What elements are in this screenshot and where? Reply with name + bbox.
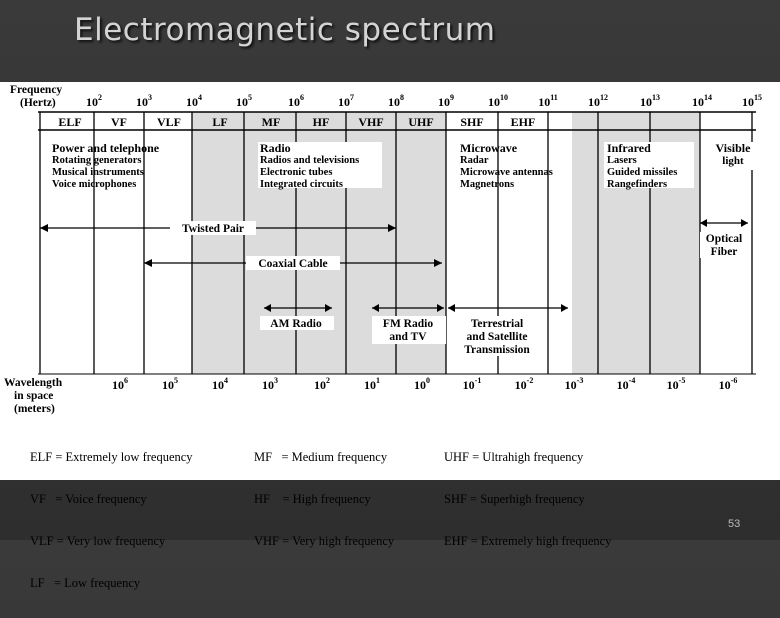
page-number: 53 [728,518,741,530]
band-label: SHF [460,115,484,129]
infrared-group [604,141,694,190]
terrestrial-label: Terrestrial [470,318,524,330]
legend-entry: VLF = Very low frequency [30,534,166,548]
optical-fiber-arrow [700,219,748,258]
frequency-tick: $10^{10}$ [488,93,508,109]
am-radio-arrow [260,304,334,330]
frequency-unit: (Hertz) [20,97,56,109]
band-label: VHF [358,115,384,129]
am-radio-label: AM Radio [270,318,322,330]
frequency-tick-labels [86,93,762,109]
radio-group [258,141,382,190]
legend-entry: HF = High frequency [254,492,371,506]
legend-column-3 [444,422,611,576]
frequency-tick: $10^{15}$ [742,93,762,109]
band-label: MF [261,115,281,129]
band-label: LF [212,115,228,129]
wavelength-tick: $10^{-4}$ [616,376,636,392]
visible-subtitle: light [722,155,744,167]
microwave-group [460,141,553,190]
radio-item: Radios and televisions [260,155,360,166]
frequency-tick: $10^3$ [136,93,152,109]
band-label: EHF [510,115,536,129]
band-label: HF [312,115,330,129]
frequency-tick: $10^2$ [86,93,102,109]
optical-fiber-label: Optical [705,233,743,245]
microwave-item: Microwave antennas [460,167,553,178]
infrared-item: Rangefinders [607,179,668,190]
frequency-tick: $10^{14}$ [692,93,712,109]
terrestrial-label-line3: Transmission [464,344,530,356]
twisted-pair-label: Twisted Pair [181,223,245,235]
radio-item: Integrated circuits [260,179,343,190]
legend-entry: VF = Voice frequency [30,492,147,506]
wavelength-tick: $10^6$ [112,376,128,392]
legend-column-2 [254,422,394,576]
band-label: ELF [58,115,82,129]
frequency-tick: $10^{13}$ [640,93,660,109]
frequency-tick: $10^6$ [288,93,304,109]
microwave-item: Magnetrons [460,179,515,190]
frequency-tick: $10^7$ [338,93,354,109]
wavelength-tick: $10^3$ [262,376,278,392]
legend-entry: MF = Medium frequency [254,450,388,464]
fm-radio-label-line2: and TV [389,331,427,343]
radio-title: Radio [260,141,291,155]
frequency-tick: $10^9$ [438,93,454,109]
wavelength-tick: $10^5$ [162,376,178,392]
wavelength-tick: $10^{-2}$ [514,376,534,392]
frequency-tick: $10^8$ [388,93,404,109]
wavelength-tick: $10^1$ [364,376,380,392]
band-label: UHF [408,115,434,129]
frequency-tick: $10^{11}$ [538,93,558,109]
coaxial-cable-label: Coaxial Cable [258,258,328,270]
frequency-tick: $10^5$ [236,93,252,109]
band-label: VF [111,115,127,129]
wavelength-label-line2: in space [14,390,54,402]
infrared-item: Guided missiles [607,167,678,178]
legend-entry: LF = Low frequency [30,576,141,590]
microwave-title: Microwave [460,141,518,155]
legend-entry: EHF = Extremely high frequency [444,534,612,548]
legend-entry: ELF = Extremely low frequency [30,450,193,464]
wavelength-tick-labels [112,376,737,392]
radio-item: Electronic tubes [260,167,333,178]
terrestrial-satellite-arrow [448,304,568,356]
legend-column-1 [30,422,193,618]
spectrum-svg [0,82,780,480]
power-item: Voice microphones [52,179,137,190]
terrestrial-label-line2: and Satellite [466,331,528,343]
microwave-item: Radar [460,155,489,166]
infrared-title: Infrared [607,141,651,155]
visible-light-group [707,141,757,170]
frequency-tick: $10^{12}$ [588,93,608,109]
wavelength-label: Wavelength [4,377,63,389]
wavelength-tick: $10^4$ [212,376,228,392]
wavelength-unit: (meters) [14,403,55,415]
wavelength-tick: $10^{-3}$ [564,376,584,392]
frequency-label: Frequency [10,84,63,96]
infrared-item: Lasers [607,155,637,166]
wavelength-tick: $10^0$ [414,376,430,392]
power-telephone-title: Power and telephone [52,141,160,155]
power-item: Rotating generators [52,155,142,166]
wavelength-tick: $10^{-5}$ [666,376,686,392]
wavelength-tick: $10^2$ [314,376,330,392]
wavelength-tick: $10^{-6}$ [718,376,738,392]
band-label: VLF [157,115,181,129]
slide-title: Electromagnetic spectrum [74,12,496,48]
wavelength-tick: $10^{-1}$ [462,376,482,392]
legend-entry: UHF = Ultrahigh frequency [444,450,584,464]
frequency-tick: $10^4$ [186,93,202,109]
power-item: Musical instruments [52,167,144,178]
visible-title: Visible [715,141,751,155]
legend-entry: VHF = Very high frequency [254,534,395,548]
optical-fiber-label-line2: Fiber [710,246,738,258]
fm-radio-label: FM Radio [382,318,434,330]
legend-entry: SHF = Superhigh frequency [444,492,585,506]
